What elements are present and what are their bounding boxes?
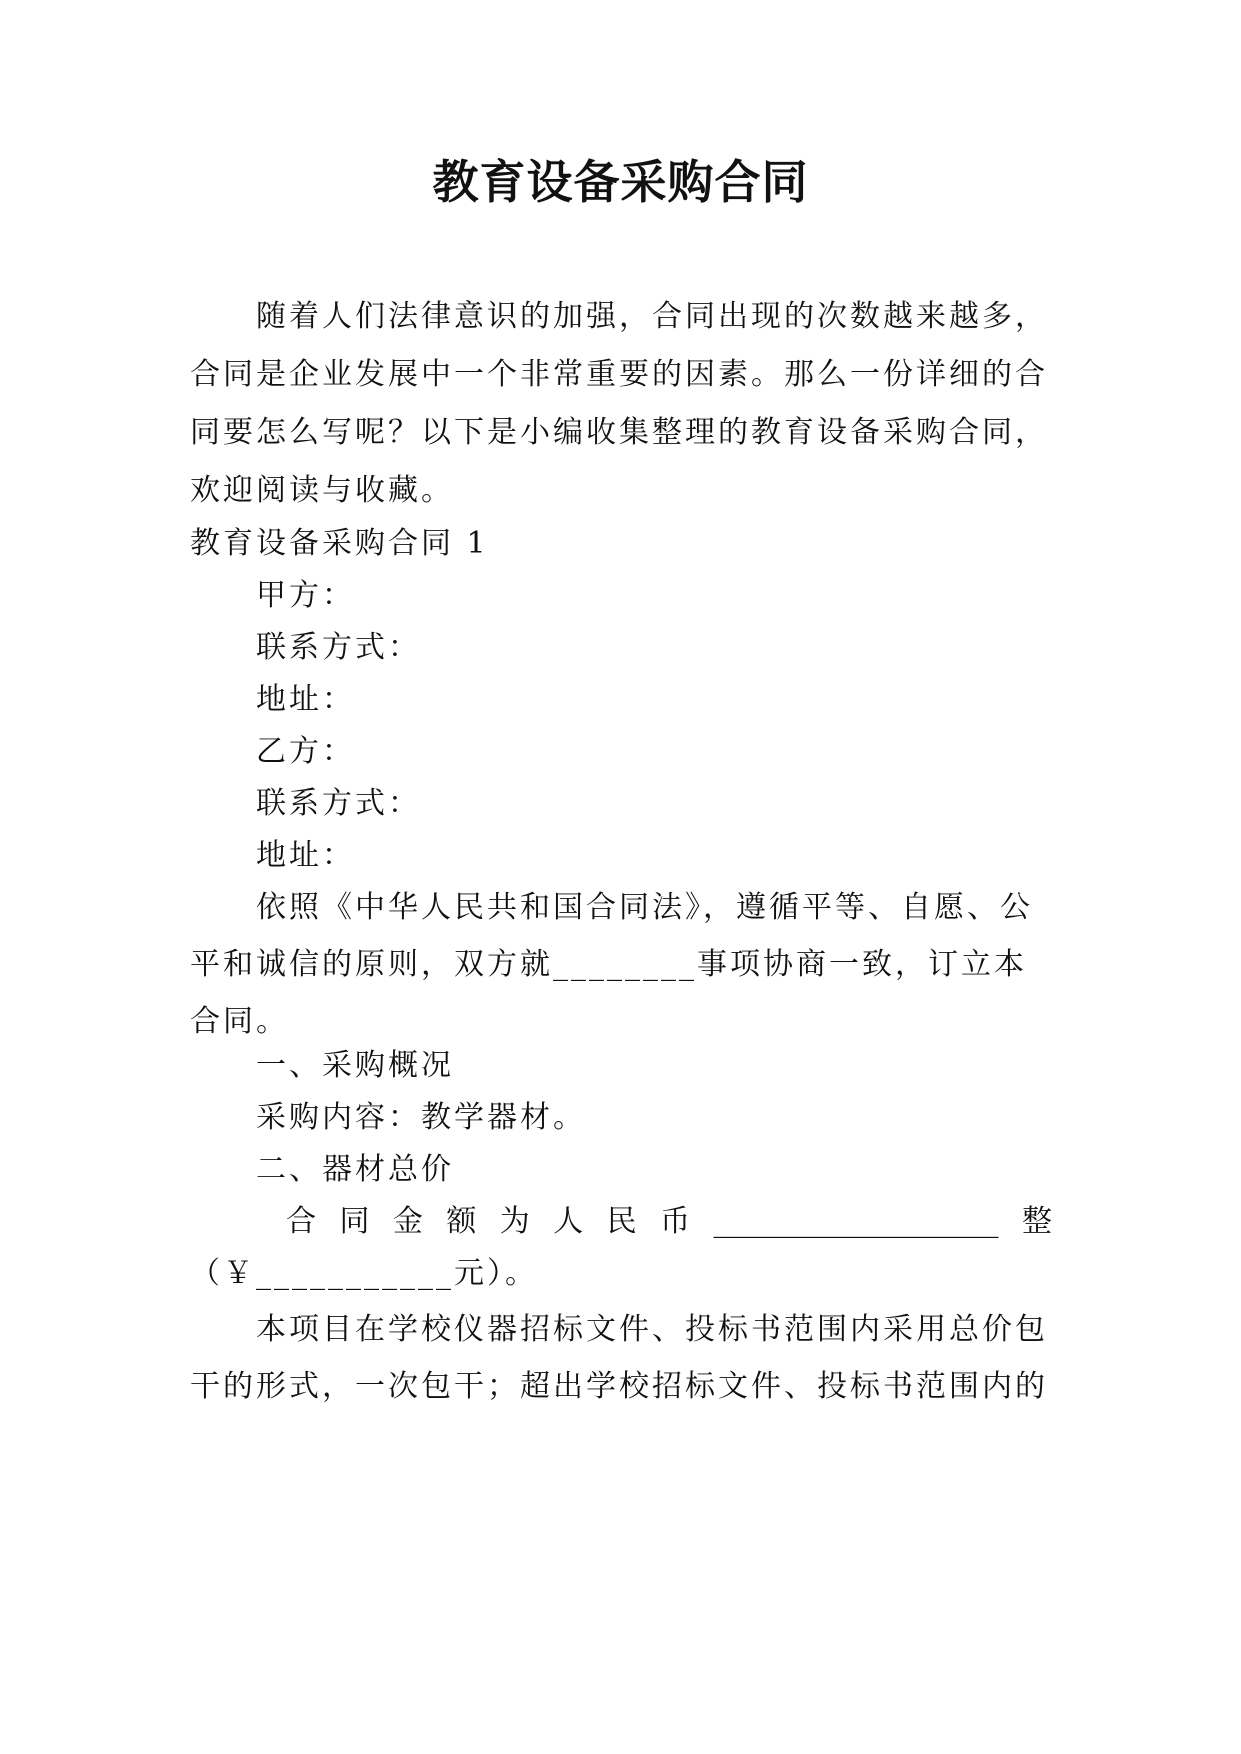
party-a-label: 甲方：	[256, 578, 355, 613]
party-a-address-label: 地址：	[256, 682, 355, 717]
basis-paragraph: 依照《中华人民共和国合同法》，遵循平等、自愿、公平和诚信的原则，双方就________事项协商一致，订立本合同。	[190, 890, 1033, 1039]
heading-total-price: 二、器材总价	[256, 1152, 454, 1187]
document-title: 教育设备采购合同	[432, 155, 809, 209]
section-heading: 教育设备采购合同 1	[190, 526, 489, 561]
purchase-content-line: 采购内容：教学器材。	[256, 1100, 586, 1135]
amount-char: 合	[286, 1204, 316, 1239]
contract-amount-line	[190, 1193, 1052, 1251]
amount-char: 额	[446, 1204, 477, 1239]
amount-char: 币	[660, 1204, 691, 1239]
party-b-address-label: 地址：	[256, 838, 355, 873]
amount-char: 人	[553, 1204, 584, 1239]
amount-char: 为	[499, 1204, 530, 1239]
amount-char: 民	[606, 1204, 637, 1239]
intro-paragraph: 随着人们法律意识的加强，合同出现的次数越来越多，合同是企业发展中一个非常重要的因素。那么一份详细的合同要怎么写呢？以下是小编收集整理的教育设备采购合同，欢迎阅读与收藏。	[190, 299, 1048, 508]
scope-paragraph: 本项目在学校仪器招标文件、投标书范围内采用总价包干的形式，一次包干；超出学校招标文件、投标书范围内的	[190, 1312, 1048, 1404]
contract-amount-figure-line: （￥___________元）。	[190, 1256, 538, 1291]
heading-purchase-overview: 一、采购概况	[256, 1048, 454, 1083]
party-b-contact-label: 联系方式：	[256, 786, 421, 821]
amount-char: 整	[1021, 1204, 1052, 1239]
party-a-contact-label: 联系方式：	[256, 630, 421, 665]
party-b-label: 乙方：	[256, 734, 355, 769]
amount-char: 同	[339, 1204, 370, 1239]
amount-char: 金	[392, 1204, 423, 1239]
amount-blank: ___________________	[713, 1204, 999, 1239]
